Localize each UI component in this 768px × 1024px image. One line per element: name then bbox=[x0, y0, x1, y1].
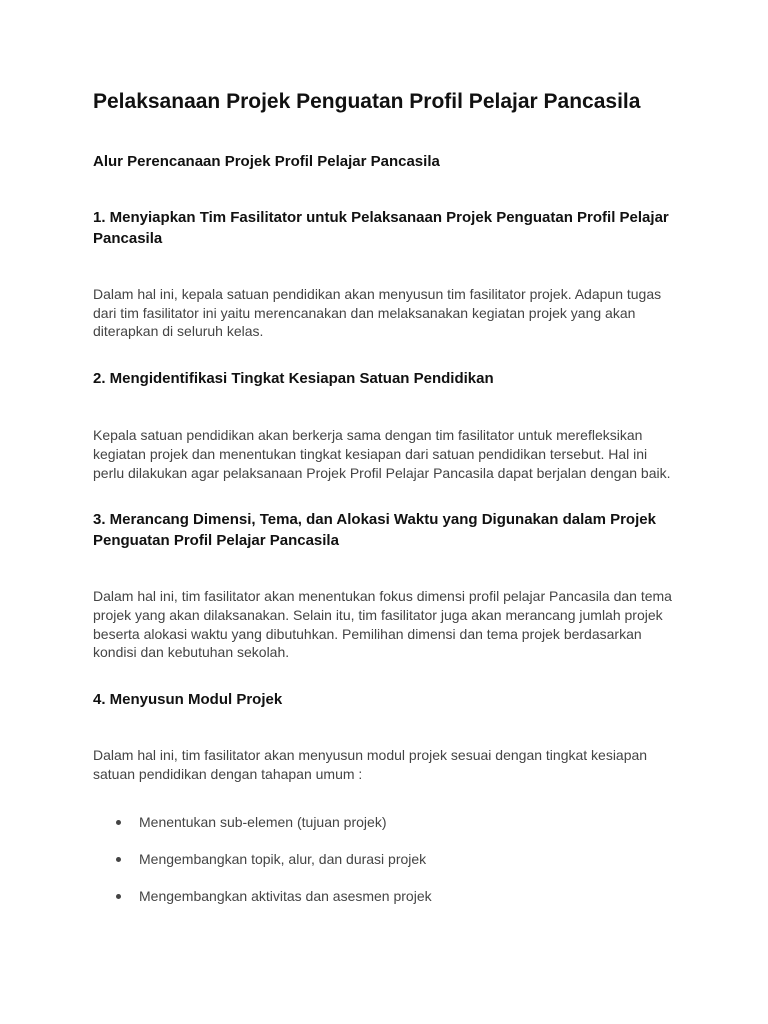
list-item bbox=[116, 813, 676, 831]
bullet-icon bbox=[116, 894, 121, 899]
bullet-icon bbox=[116, 857, 121, 862]
section-3-heading: 3. Merancang Dimensi, Tema, dan Alokasi Waktu yang Digunakan dalam Projek Penguatan Profil Pelajar Pancasila bbox=[93, 511, 656, 550]
list-item-text: Mengembangkan topik, alur, dan durasi projek bbox=[139, 851, 427, 868]
section-2-body: Kepala satuan pendidikan akan berkerja sama dengan tim fasilitator untuk merefleksikan kegiatan projek dan menentukan tingkat kesiapan dari satuan pendidikan tersebut. Hal ini perlu dilakukan agar pelaksanaan Projek Profil Pelajar Pancasila dapat berjalan dengan baik. bbox=[93, 427, 671, 481]
list-item-text: Mengembangkan aktivitas dan asesmen projek bbox=[139, 888, 432, 905]
section-3-body: Dalam hal ini, tim fasilitator akan menentukan fokus dimensi profil pelajar Pancasila dan tema projek yang akan dilaksanakan. Selain itu, tim fasilitator juga akan merancang jumlah projek beserta alokasi waktu yang dibutuhkan. Pemilihan dimensi dan tema projek berdasarkan kondisi dan kebutuhan sekolah. bbox=[93, 588, 672, 661]
section-2 bbox=[93, 368, 676, 482]
section-1-heading: 1. Menyiapkan Tim Fasilitator untuk Pelaksanaan Projek Penguatan Profil Pelajar Pancasila bbox=[93, 209, 669, 247]
list-item bbox=[116, 887, 676, 905]
section-1 bbox=[93, 207, 676, 341]
section-4-heading: 4. Menyusun Modul Projek bbox=[93, 691, 283, 709]
bullet-icon bbox=[116, 820, 121, 825]
section-4-body: Dalam hal ini, tim fasilitator akan menyusun modul projek sesuai dengan tingkat kesiapan satuan pendidikan dengan tahapan umum : bbox=[93, 747, 648, 782]
list-item-text: Menentukan sub-elemen (tujuan projek) bbox=[139, 814, 387, 831]
list-item bbox=[116, 850, 676, 868]
section-3 bbox=[93, 509, 676, 662]
document-subtitle: Alur Perencanaan Projek Profil Pelajar Pancasila bbox=[93, 153, 440, 170]
section-2-heading: 2. Mengidentifikasi Tingkat Kesiapan Satuan Pendidikan bbox=[93, 370, 494, 388]
section-4-bullet-list bbox=[93, 813, 676, 905]
section-1-body: Dalam hal ini, kepala satuan pendidikan akan menyusun tim fasilitator projek. Adapun tugas dari tim fasilitator ini yaitu merencanakan dan melaksanakan kegiatan projek yang akan diterapkan di seluruh kelas. bbox=[93, 286, 662, 340]
document-title: Pelaksanaan Projek Penguatan Profil Pelajar Pancasila bbox=[93, 90, 641, 113]
section-4 bbox=[93, 689, 676, 905]
